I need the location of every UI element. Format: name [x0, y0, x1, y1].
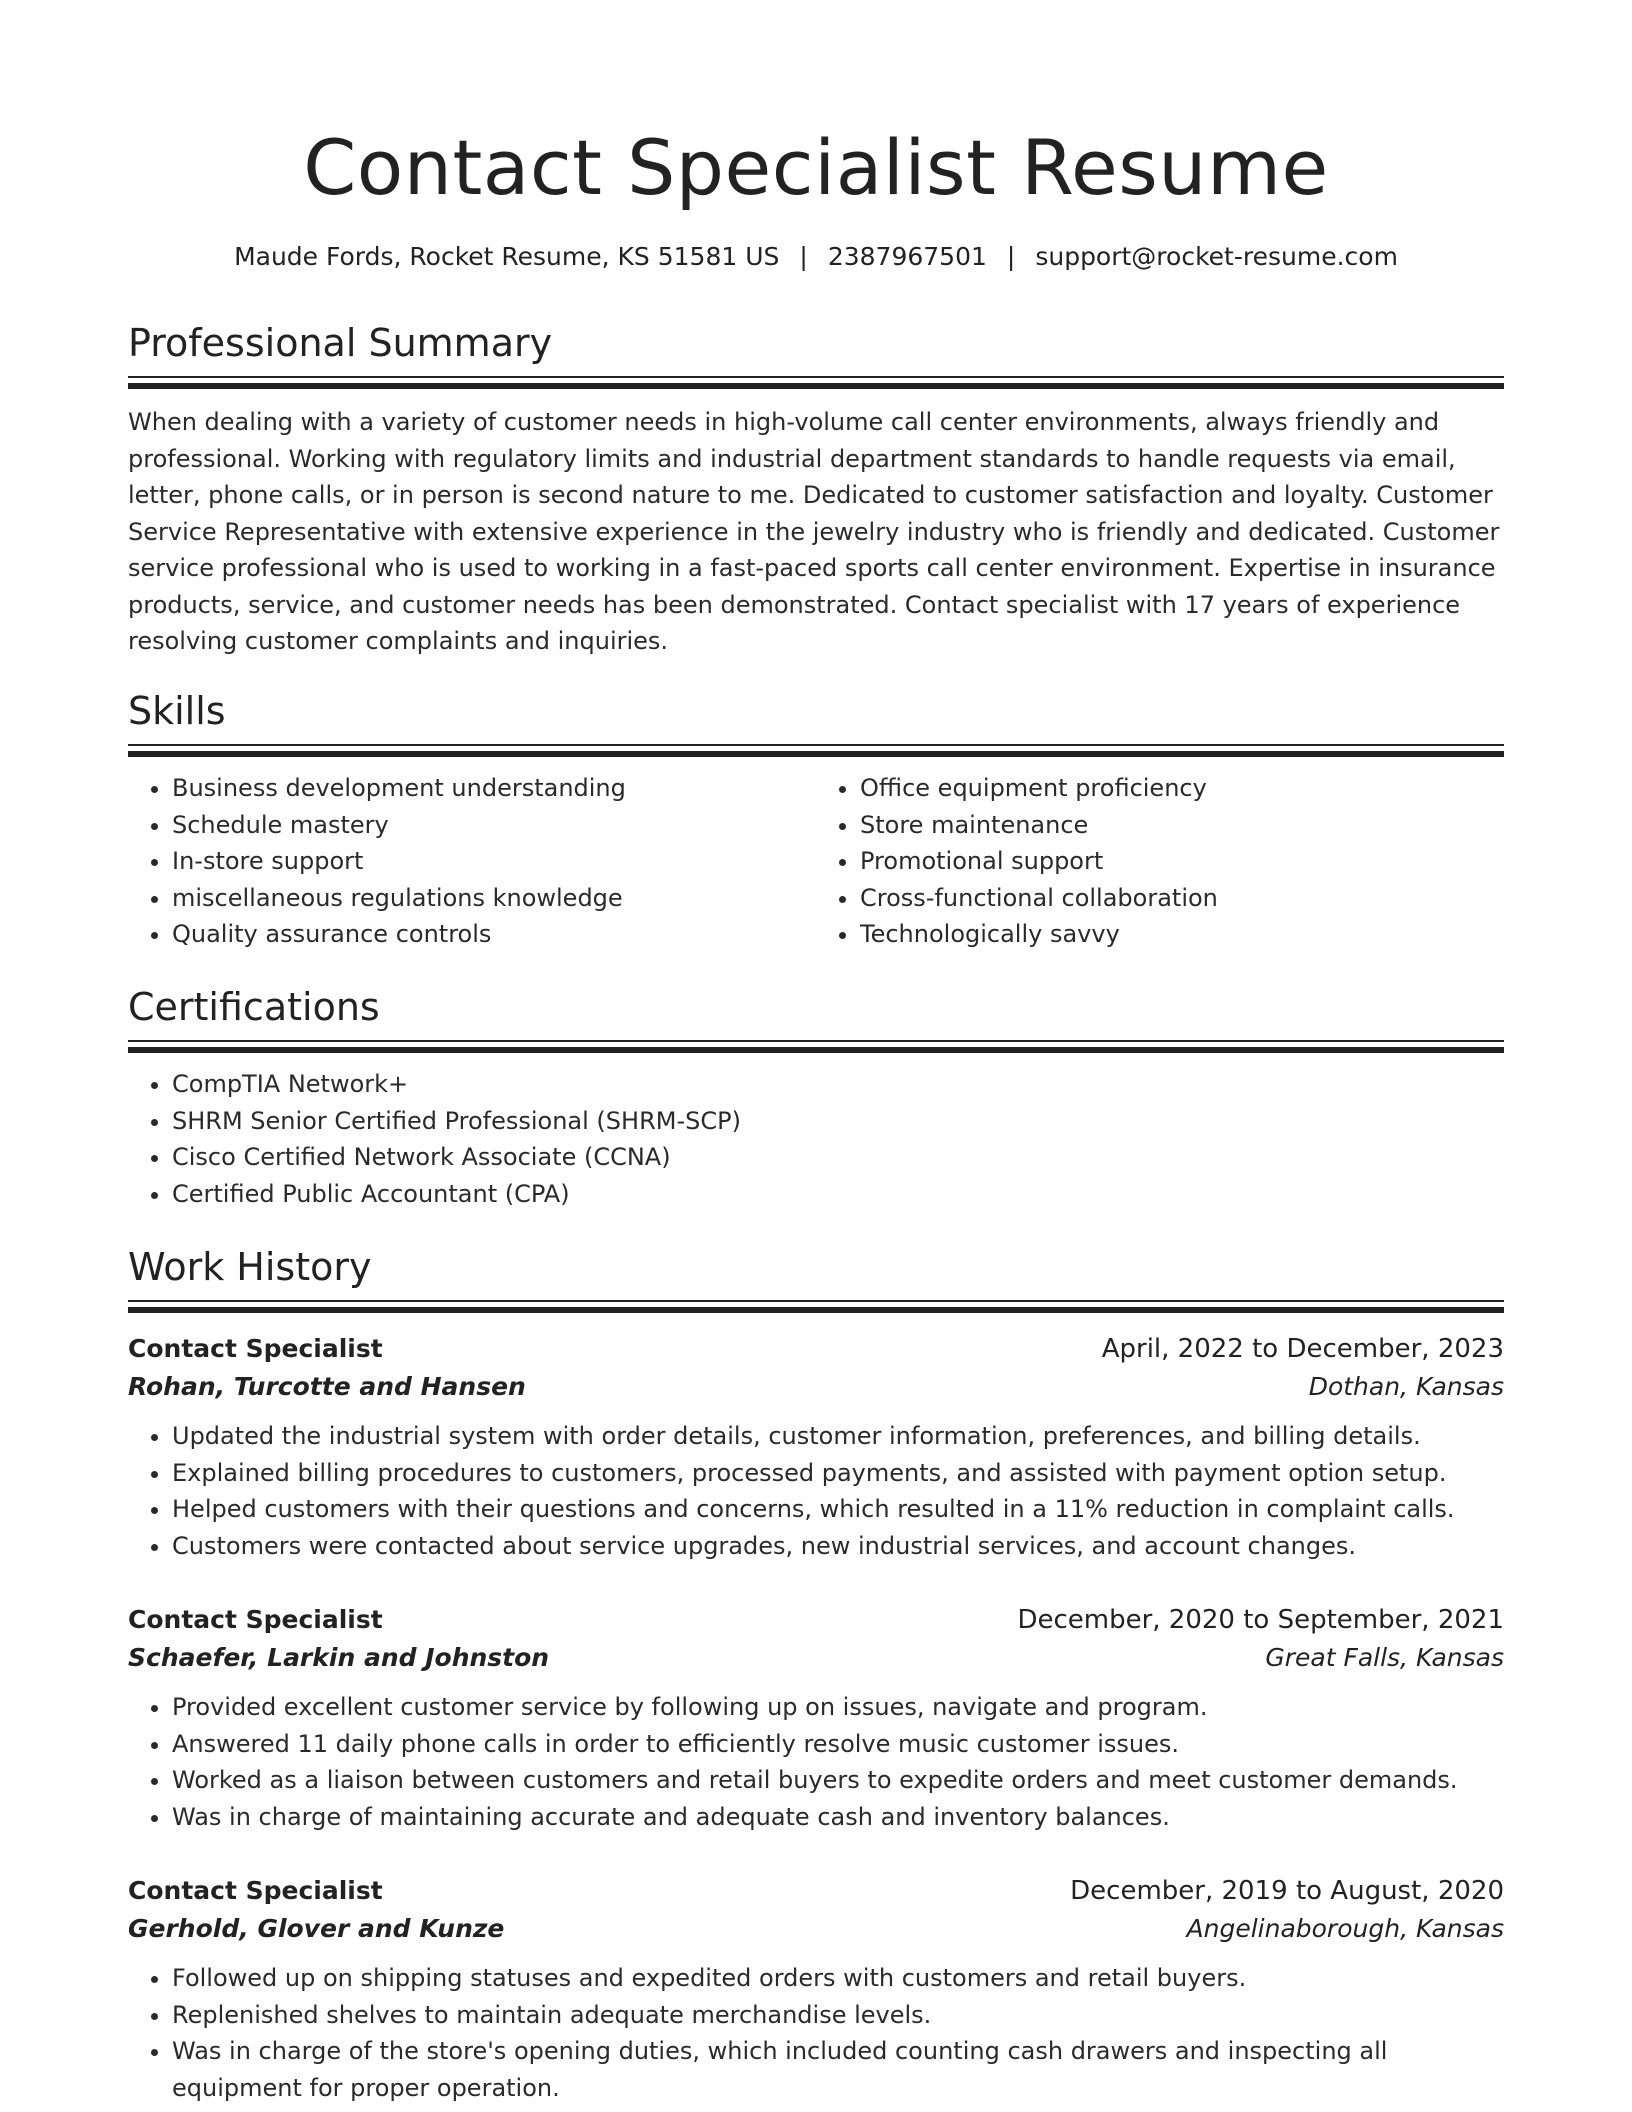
skill-item: • Cross-functional collaboration — [860, 880, 1504, 917]
skills-section — [128, 686, 1504, 953]
skill-item: • Technologically savvy — [860, 916, 1504, 953]
certification-item: • Certified Public Accountant (CPA) — [172, 1176, 1504, 1213]
contact-phone: 2387967501 — [827, 242, 987, 271]
skill-item: • In-store support — [172, 843, 816, 880]
page-title: Contact Specialist Resume — [303, 123, 1329, 212]
certifications-section — [128, 982, 1504, 1212]
job-location: Great Falls, Kansas — [1265, 1643, 1504, 1672]
certification-item: • Cisco Certified Network Associate (CCNA) — [172, 1139, 1504, 1176]
skill-item: • miscellaneous regulations knowledge — [172, 880, 816, 917]
job-entry — [128, 1330, 1504, 1564]
section-divider — [128, 376, 1504, 390]
skill-item: • Business development understanding — [172, 770, 816, 807]
job-bullet: • Helped customers with their questions and concerns, which resulted in a 11% reduction in complaint calls. — [172, 1491, 1504, 1528]
job-bullet: • Customers were contacted about service upgrades, new industrial services, and account changes. — [172, 1528, 1504, 1565]
job-dates: April, 2022 to December, 2023 — [1101, 1334, 1504, 1364]
certifications-heading: Certifications — [128, 985, 380, 1029]
summary-section — [128, 318, 1504, 660]
job-bullet: • Was in charge of maintaining accurate and adequate cash and inventory balances. — [172, 1799, 1504, 1836]
section-divider — [128, 1300, 1504, 1314]
section-divider — [128, 744, 1504, 758]
job-bullet: • Worked as a liaison between customers and retail buyers to expedite orders and meet customer demands. — [172, 1762, 1504, 1799]
summary-text: When dealing with a variety of customer needs in high-volume call center environments, always friendly and professional. Working with regulatory limits and industrial department standards to handle requests via email, letter, phone calls, or in person is second nature to me. Dedicated to customer satisfaction and loyalty. Customer Service Representative with extensive experience in the jewelry industry who is friendly and dedicated. Customer service professional who is used to working in a fast-paced sports call center environment. Expertise in insurance products, service, and customer needs has been demonstrated. Contact specialist with 17 years of experience resolving customer complaints and inquiries. — [128, 408, 1500, 655]
skill-item: • Schedule mastery — [172, 807, 816, 844]
certifications-list — [128, 1066, 1504, 1212]
job-bullet: • Replenished shelves to maintain adequate merchandise levels. — [172, 1997, 1504, 2034]
contact-separator: | — [799, 242, 808, 271]
job-company: Rohan, Turcotte and Hansen — [128, 1372, 526, 1401]
contact-line — [128, 240, 1504, 274]
job-bullets — [128, 1689, 1504, 1835]
job-bullet: • Was in charge of the store's opening duties, which included counting cash drawers and inspecting all equipment for proper operation. — [172, 2033, 1504, 2106]
job-location: Angelinaborough, Kansas — [1186, 1914, 1504, 1943]
contact-separator: | — [1006, 242, 1016, 271]
job-bullet: • Explained billing procedures to customers, processed payments, and assisted with payment option setup. — [172, 1455, 1504, 1492]
work-history-section — [128, 1242, 1504, 1314]
job-bullet: • Updated the industrial system with order details, customer information, preferences, and billing details. — [172, 1418, 1504, 1455]
certification-item: • CompTIA Network+ — [172, 1066, 1504, 1103]
skill-item: • Store maintenance — [860, 807, 1504, 844]
job-bullet: • Followed up on shipping statuses and expedited orders with customers and retail buyers. — [172, 1960, 1504, 1997]
skills-list-right — [816, 770, 1504, 953]
job-dates: December, 2019 to August, 2020 — [1070, 1876, 1504, 1906]
section-divider — [128, 1040, 1504, 1054]
job-dates: December, 2020 to September, 2021 — [1017, 1605, 1504, 1635]
job-bullets — [128, 1960, 1504, 2106]
certification-item: • SHRM Senior Certified Professional (SHRM-SCP) — [172, 1103, 1504, 1140]
job-location: Dothan, Kansas — [1308, 1372, 1504, 1401]
job-bullets — [128, 1418, 1504, 1564]
skill-item: • Office equipment proficiency — [860, 770, 1504, 807]
job-company: Gerhold, Glover and Kunze — [128, 1914, 505, 1943]
contact-address: Maude Fords, Rocket Resume, KS 51581 US — [234, 242, 780, 271]
job-title: Contact Specialist — [128, 1876, 383, 1905]
job-bullet: • Answered 11 daily phone calls in order to efficiently resolve music customer issues. — [172, 1726, 1504, 1763]
job-title: Contact Specialist — [128, 1605, 383, 1634]
skill-item: • Promotional support — [860, 843, 1504, 880]
work-history-heading: Work History — [128, 1245, 372, 1289]
skill-item: • Quality assurance controls — [172, 916, 816, 953]
job-entry — [128, 1872, 1504, 2106]
job-bullet: • Provided excellent customer service by following up on issues, navigate and program. — [172, 1689, 1504, 1726]
contact-email: support@rocket-resume.com — [1035, 242, 1398, 271]
skills-list-left — [128, 770, 816, 953]
skills-columns — [128, 758, 1504, 953]
job-entry — [128, 1601, 1504, 1835]
job-title: Contact Specialist — [128, 1334, 383, 1363]
job-company: Schaefer, Larkin and Johnston — [128, 1643, 550, 1672]
summary-heading: Professional Summary — [128, 321, 553, 365]
skills-heading: Skills — [128, 689, 226, 733]
